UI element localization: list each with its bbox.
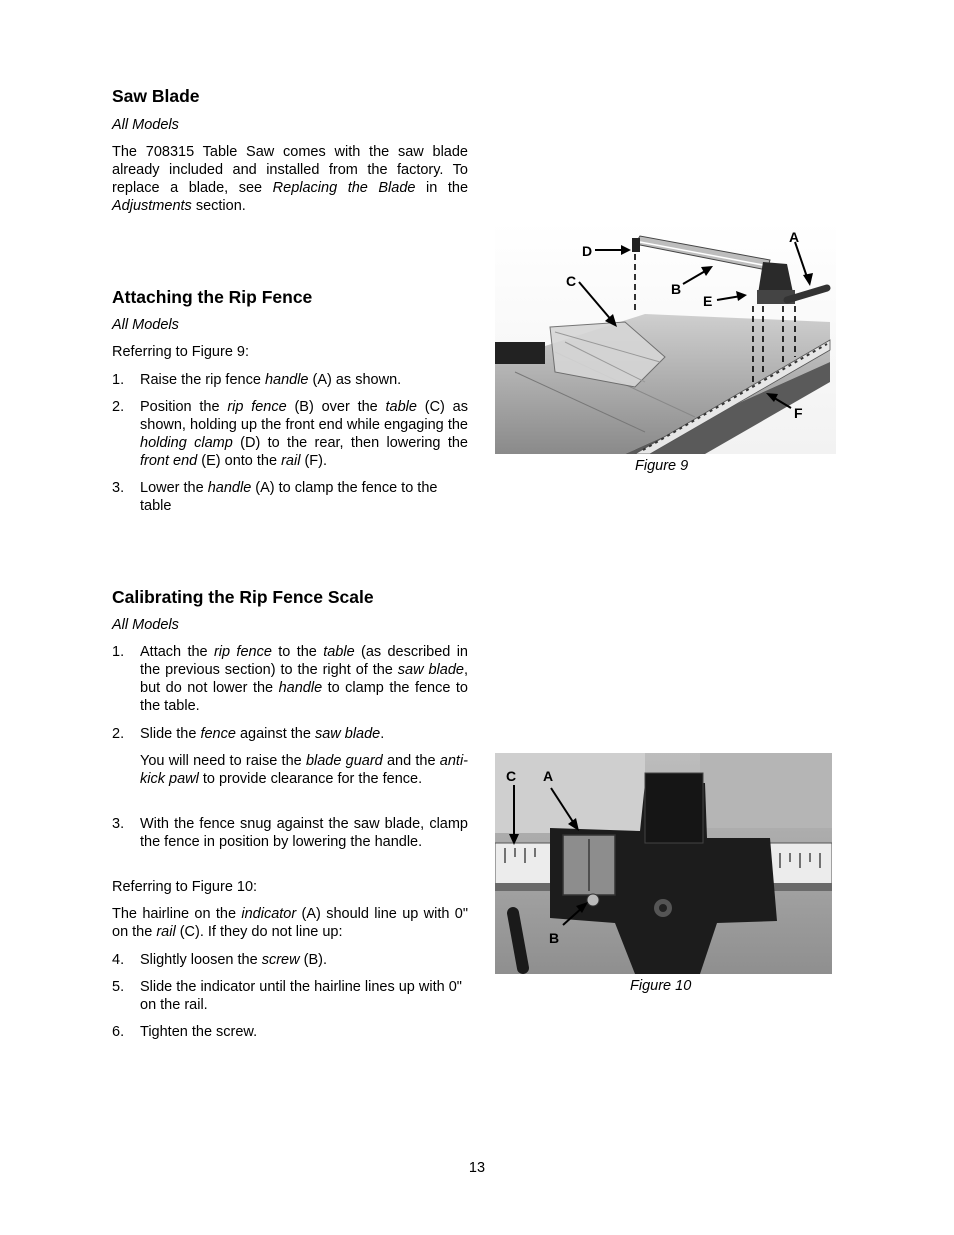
calibrate-models: All Models [112, 617, 179, 633]
calibrate-hairline: The hairline on the indicator (A) should line up with 0" on the rail (C). If they do not line up: [112, 906, 468, 940]
rip-fence-referring: Referring to Figure 9: [112, 344, 250, 360]
calibrate-step-4: 4. Slightly loosen the screw (B). [112, 952, 327, 968]
calibrate-step-3: 3. With the fence snug against the saw blade, clamp the fence in position by lowering the handle. [112, 816, 468, 850]
saw-blade-paragraph: The 708315 Table Saw comes with the saw blade already included and installed from the factory. To replace a blade, see Replacing the Blade in the Adjustments section. [112, 144, 469, 214]
rip-fence-step-2: 2. Position the rip fence (B) over the table (C) as shown, holding up the front end while engaging the holding clamp (D) to the rear, then lowering the front end (E) onto the rail (F). [112, 399, 468, 469]
figure-9-caption: Figure 9 [635, 458, 689, 474]
calibrate-step-6: 6. Tighten the screw. [112, 1024, 258, 1040]
figure-9-label-c: C [566, 273, 577, 289]
calibrate-step-5: 5. Slide the indicator until the hairline lines up with 0" on the rail. [112, 979, 462, 1013]
calibrate-step-2-note: You will need to raise the blade guard and the anti-kick pawl to provide clearance for the fence. [140, 753, 468, 787]
saw-blade-heading: Saw Blade [112, 86, 200, 106]
figure-10-caption: Figure 10 [630, 978, 692, 994]
calibrate-heading: Calibrating the Rip Fence Scale [112, 587, 374, 607]
rip-fence-models: All Models [112, 317, 179, 333]
rip-fence-step-1: 1. Raise the rip fence handle (A) as shown. [112, 372, 402, 388]
page-number: 13 [468, 1160, 486, 1176]
figure-9-label-d: D [582, 243, 593, 259]
indicator-screw [587, 894, 599, 906]
figure-9-label-a: A [789, 229, 800, 245]
figure-9-photo [495, 222, 836, 454]
figure-9-label-e: E [703, 293, 713, 309]
saw-blade-models: All Models [112, 117, 179, 133]
rip-fence-heading: Attaching the Rip Fence [112, 287, 313, 307]
figure-9-label-b: B [671, 281, 682, 297]
figure-10-label-a: A [543, 768, 554, 784]
rip-fence-step-3: 3. Lower the handle (A) to clamp the fence to the table [112, 480, 438, 514]
calibrate-step-1: 1. Attach the rip fence to the table (as described in the previous section) to the right of the saw blade, but do not lower the handle to clamp the fence to the table. [112, 644, 468, 714]
calibrate-step-2: 2. Slide the fence against the saw blade. [112, 726, 385, 742]
figure-10-photo [495, 753, 832, 974]
figure-9-label-f: F [794, 405, 803, 421]
figure-10-label-b: B [549, 930, 560, 946]
figure-10-label-c: C [506, 768, 517, 784]
calibrate-referring: Referring to Figure 10: [112, 879, 258, 895]
